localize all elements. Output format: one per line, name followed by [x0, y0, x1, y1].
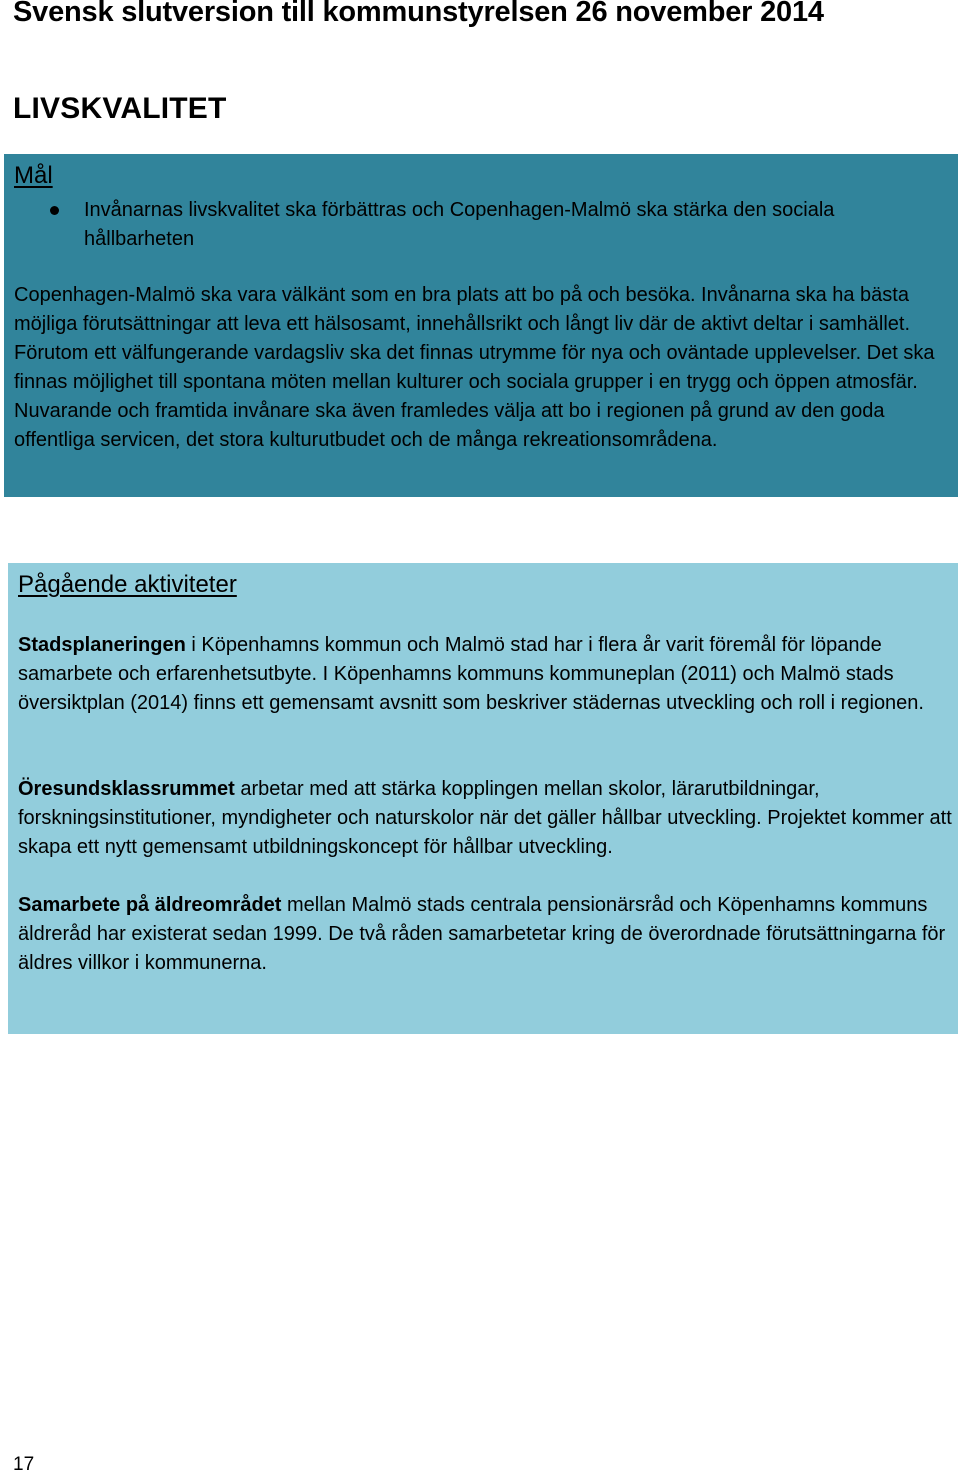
bullet-dot-icon — [50, 206, 59, 215]
goal-heading: Mål — [14, 162, 53, 189]
activity-lead: Samarbete på äldreområdet — [18, 894, 282, 916]
activity-paragraph — [18, 775, 960, 862]
section-title: LIVSKVALITET — [13, 92, 227, 125]
activity-lead: Stadsplaneringen — [18, 634, 186, 656]
activity-paragraph — [18, 631, 960, 718]
goal-box — [4, 154, 958, 497]
activities-box — [8, 563, 958, 1034]
goal-bullet-item — [14, 196, 944, 254]
goal-bullet-text: Invånarnas livskvalitet ska förbättras och Copenhagen-Malmö ska stärka den sociala hållbarheten — [84, 199, 835, 250]
activities-heading: Pågående aktiviteter — [18, 571, 237, 598]
goal-paragraph: Copenhagen-Malmö ska vara välkänt som en bra plats att bo på och besöka. Invånarna ska ha bästa möjliga förutsättningar att leva ett hälsosamt, innehållsrikt och långt liv där de aktivt deltar i samhället. Förutom ett välfungerande vardagsliv ska det finnas utrymme för nya och oväntade upplevelser. Det ska finnas möjlighet till spontana möten mellan kulturer och sociala grupper i en trygg och öppen atmosfär. Nuvarande och framtida invånare ska även framledes välja att bo i regionen på grund av den goda offentliga servicen, det stora kulturutbudet och de många rekreationsområdena. — [14, 284, 935, 451]
document-header: Svensk slutversion till kommunstyrelsen 26 november 2014 — [13, 0, 824, 28]
activity-text: arbetar med att stärka kopplingen mellan skolor, lärarutbildningar, forskningsinstitutioner, myndigheter och naturskolor när det gäller hållbar utveckling. Projektet kommer att skapa ett nytt gemensamt utbildningskoncept för hållbar utveckling. — [18, 778, 952, 858]
activity-text: mellan Malmö stads centrala pensionärsråd och Köpenhamns kommuns äldreråd har existerat sedan 1999. De två råden samarbetetar kring de överordnade förutsättningarna för äldres villkor i kommunerna. — [18, 894, 946, 974]
page-number: 17 — [13, 1454, 35, 1475]
activity-paragraph — [18, 891, 960, 978]
activity-lead: Öresundsklassrummet — [18, 778, 235, 800]
goal-bullet-list — [14, 196, 944, 254]
activity-text: i Köpenhamns kommun och Malmö stad har i flera år varit föremål för löpande samarbete och erfarenhetsutbyte. I Köpenhamns kommuns kommuneplan (2011) och Malmö stads översiktplan (2014) finns ett gemensamt avsnitt som beskriver städernas utveckling och roll i regionen. — [18, 634, 924, 714]
